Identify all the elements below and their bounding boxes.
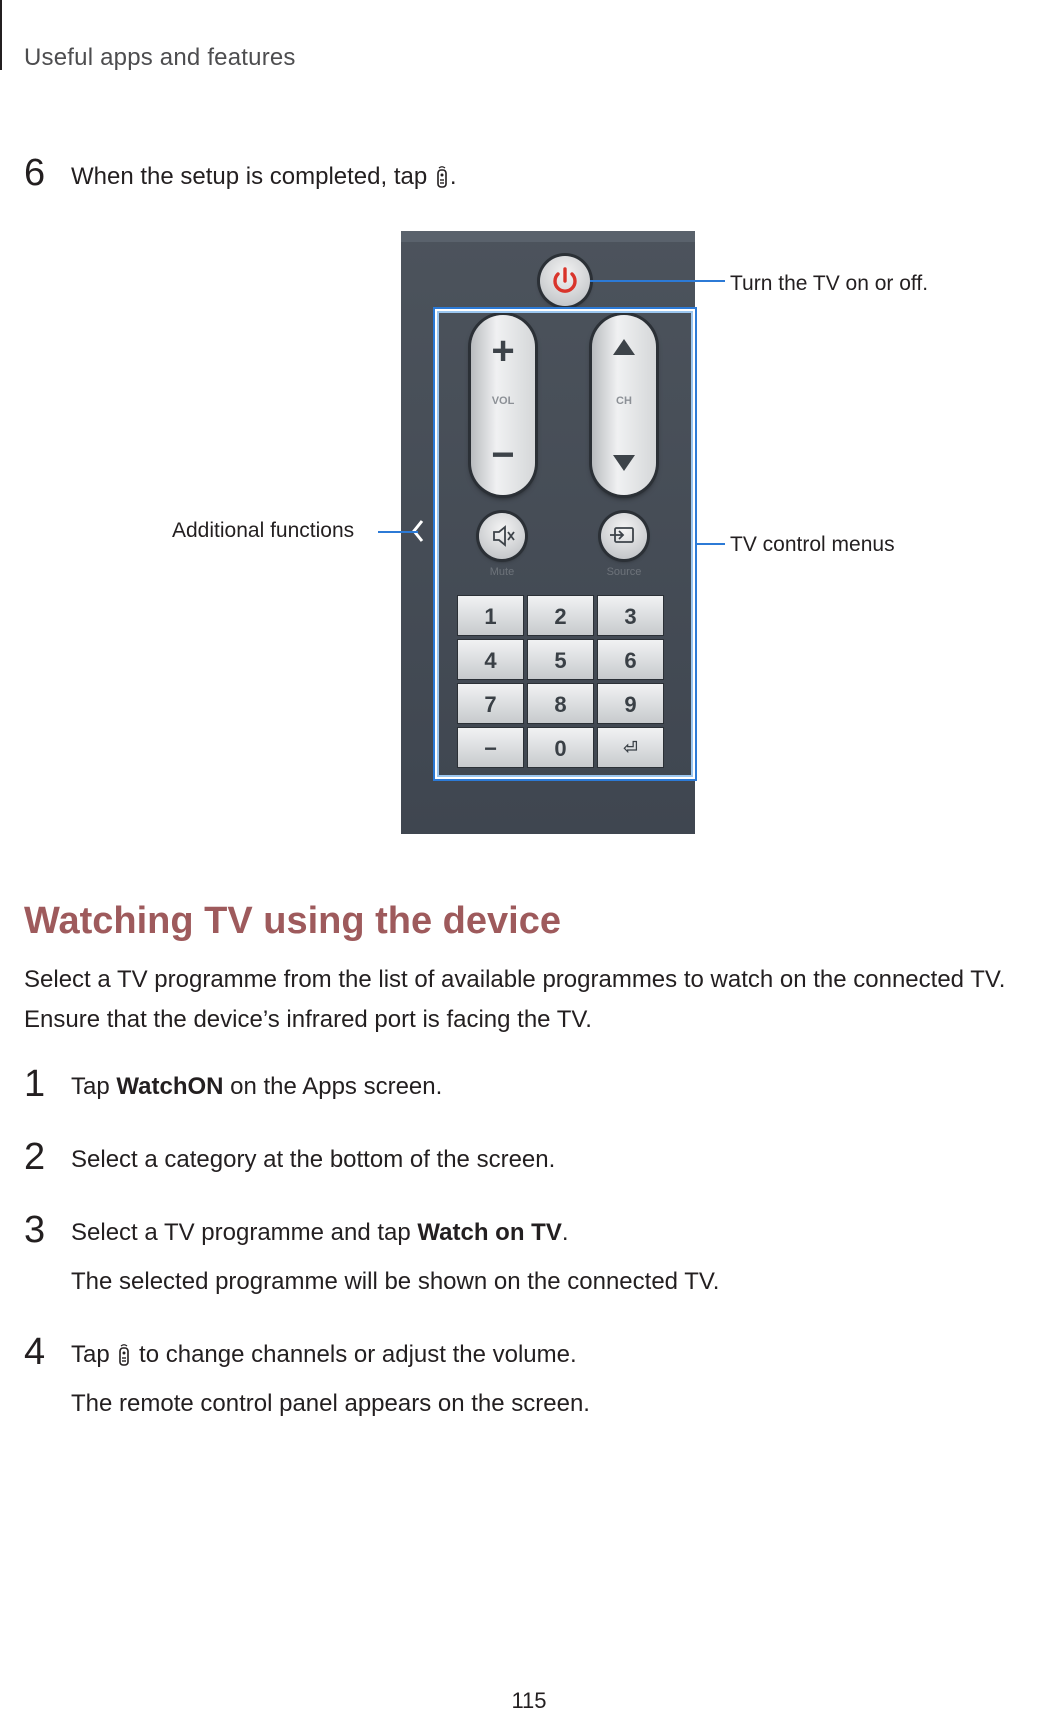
step-text	[71, 163, 457, 191]
key-dash[interactable]: −	[457, 727, 524, 768]
step-text-a: Tap	[71, 1341, 110, 1368]
source-label: Source	[606, 566, 642, 578]
additional-callout-line	[378, 531, 418, 533]
step-text	[71, 1341, 577, 1369]
intro-line-1: Select a TV programme from the list of available programmes to watch on the connected TV.	[24, 966, 1006, 993]
additional-callout-label: Additional functions	[172, 519, 355, 542]
step-text-a: When the setup is completed, tap	[71, 163, 428, 190]
step-text	[71, 1219, 569, 1247]
key-1[interactable]: 1	[457, 595, 524, 636]
volume-label: VOL	[491, 395, 515, 407]
key-7[interactable]: 7	[457, 683, 524, 724]
section-title: Watching TV using the device	[24, 900, 561, 942]
channel-label: CH	[616, 395, 632, 407]
power-callout-line	[590, 280, 725, 282]
step-number: 2	[24, 1136, 46, 1178]
step-number: 4	[24, 1331, 46, 1373]
step-number: 1	[24, 1063, 46, 1105]
key-3[interactable]: 3	[597, 595, 664, 636]
key-9[interactable]: 9	[597, 683, 664, 724]
key-2[interactable]: 2	[527, 595, 594, 636]
step-note: The remote control panel appears on the screen.	[71, 1390, 590, 1417]
volume-down-label[interactable]: −	[491, 433, 515, 477]
remote-top-strip	[401, 231, 695, 242]
step-text-b: .	[449, 163, 457, 190]
key-4[interactable]: 4	[457, 639, 524, 680]
volume-up-label[interactable]: +	[491, 329, 515, 373]
header-rule	[0, 0, 2, 70]
key-0[interactable]: 0	[527, 727, 594, 768]
key-6[interactable]: 6	[597, 639, 664, 680]
step-text-bold: Watch on TV	[417, 1219, 562, 1246]
step-text-b: .	[561, 1219, 569, 1246]
control-callout-line	[695, 543, 725, 545]
header-section-title: Useful apps and features	[24, 44, 296, 71]
step-text-b: on the Apps screen.	[223, 1073, 443, 1100]
key-5[interactable]: 5	[527, 639, 594, 680]
step-text	[71, 1073, 442, 1101]
remote-icon	[118, 1344, 130, 1366]
power-callout-label: Turn the TV on or off.	[730, 272, 929, 295]
power-icon	[540, 256, 590, 306]
step-text-a: Select a TV programme and tap	[71, 1219, 418, 1246]
step-text: Select a category at the bottom of the screen.	[71, 1146, 556, 1173]
step-note: The selected programme will be shown on the connected TV.	[71, 1268, 720, 1295]
mute-label: Mute	[489, 566, 515, 578]
step-text-bold: WatchON	[116, 1073, 224, 1100]
step-text-b: to change channels or adjust the volume.	[139, 1341, 577, 1368]
remote-icon	[436, 166, 448, 188]
page-number: 115	[511, 1688, 547, 1713]
power-button[interactable]	[540, 256, 590, 306]
key-enter[interactable]: ⏎	[597, 727, 664, 768]
key-8[interactable]: 8	[527, 683, 594, 724]
tv-control-menus-frame	[433, 307, 697, 781]
step-number: 6	[24, 152, 46, 194]
control-callout-label: TV control menus	[730, 533, 895, 556]
step-text-a: Tap	[71, 1073, 117, 1100]
step-number: 3	[24, 1209, 46, 1251]
intro-line-2: Ensure that the device’s infrared port is facing the TV.	[24, 1006, 592, 1033]
